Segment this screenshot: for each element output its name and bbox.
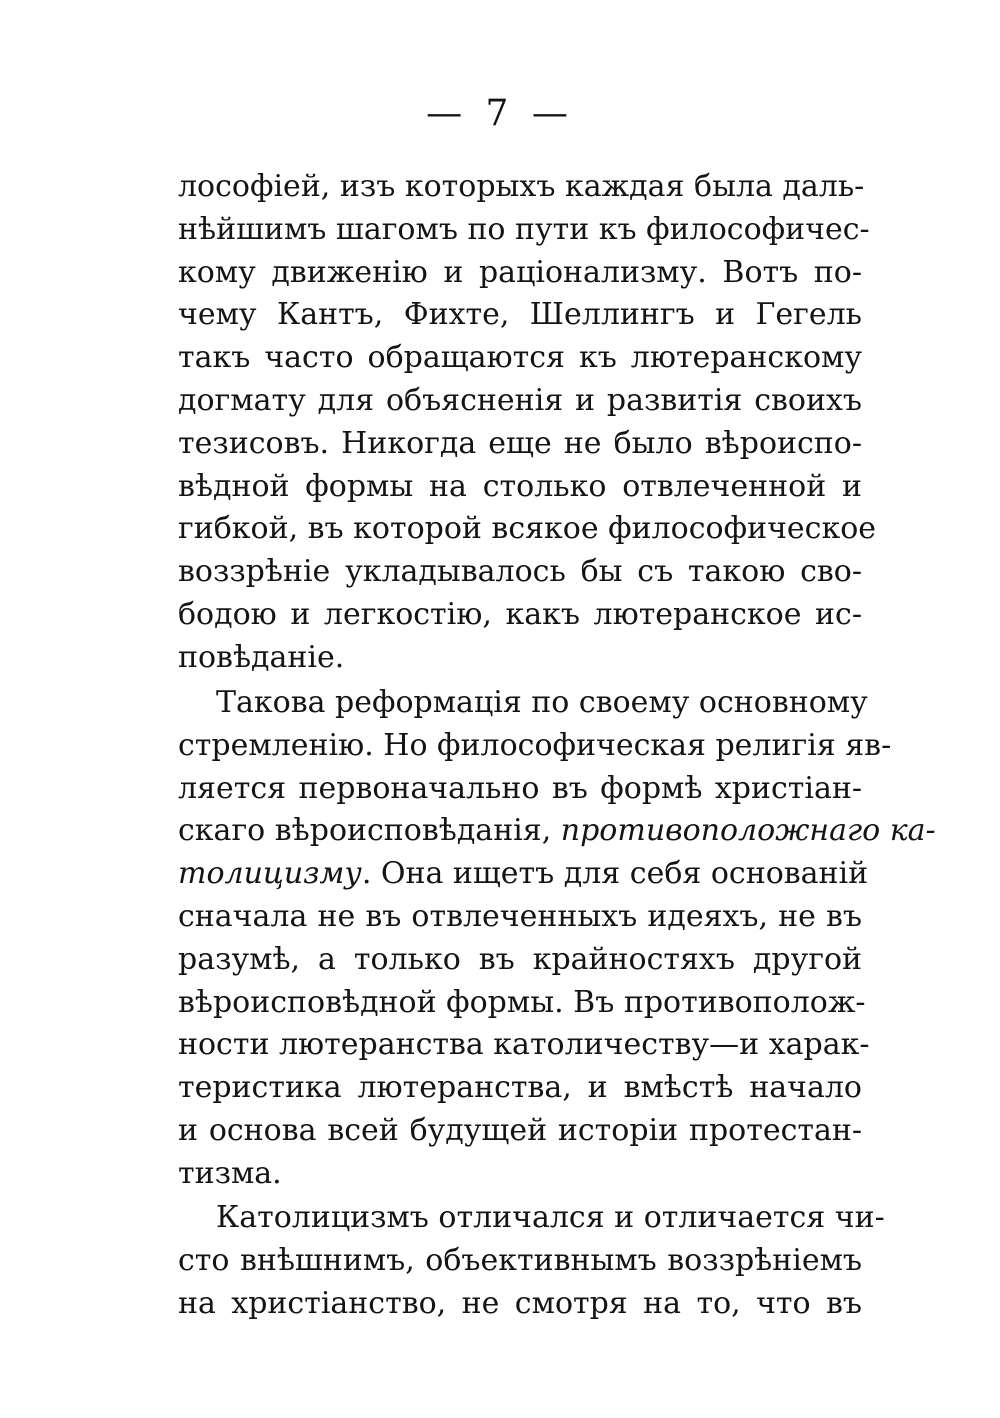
text-line: кому движенію и раціонализму. Вотъ по- <box>178 254 862 290</box>
text-line: гибкой, въ которой всякое философическое <box>178 511 877 547</box>
text-line: ляется первоначально въ формѣ христіан- <box>178 770 862 806</box>
italic-emphasis: противоположнаго ка- <box>560 813 936 849</box>
italic-emphasis: толицизму <box>178 856 362 892</box>
paragraph-1 <box>178 166 877 680</box>
text-line: догмату для объясненія и развитія своихъ <box>178 382 862 418</box>
text-span: . Она ищетъ для себя основаній <box>361 856 869 892</box>
text-line: повѣданіе. <box>178 639 345 675</box>
text-span: скаго вѣроисповѣданія, <box>178 813 561 849</box>
text-line: воззрѣніе укладывалось бы съ такою сво- <box>178 554 862 590</box>
text-line: разумѣ, а только въ крайностяхъ другой <box>178 941 862 977</box>
page-number: — 7 — <box>426 93 574 134</box>
text-line: вѣроисповѣдной формы. Въ противополож- <box>178 984 866 1020</box>
text-line: Такова реформація по своему основному <box>216 685 868 720</box>
text-line: тизма. <box>178 1155 282 1191</box>
text-line: ности лютеранства католичеству—и харак- <box>178 1027 870 1063</box>
text-line <box>178 853 869 896</box>
text-line: такъ часто обращаются къ лютеранскому <box>178 340 862 376</box>
text-line: лософіей, изъ которыхъ каждая была даль- <box>178 169 865 204</box>
text-line: нѣйшимъ шагомъ по пути къ философичес- <box>178 211 870 247</box>
text-line: чему Кантъ, Фихте, Шеллингъ и Гегель <box>178 297 862 333</box>
paragraph-3 <box>178 1197 885 1325</box>
text-line: сто внѣшнимъ, объективнымъ воззрѣніемъ <box>178 1242 862 1278</box>
paragraph-2 <box>178 682 936 1196</box>
text-line: вѣдной формы на столько отвлеченной и <box>178 468 862 504</box>
text-line: сначала не въ отвлеченныхъ идеяхъ, не въ <box>178 898 862 934</box>
text-line: и основа всей будущей исторіи протестан- <box>178 1112 862 1148</box>
text-line: на христіанство, не смотря на то, что въ <box>178 1285 862 1321</box>
text-line: Католицизмъ отличался и отличается чи- <box>216 1200 885 1235</box>
text-line <box>178 810 936 853</box>
text-line: бодою и легкостію, какъ лютеранское ис- <box>178 596 862 632</box>
text-line: теристика лютеранства, и вмѣстѣ начало <box>178 1070 862 1106</box>
text-line: стремленію. Но философическая религія яв- <box>178 727 892 763</box>
text-line: тезисовъ. Никогда еще не было вѣроиспо- <box>178 425 862 461</box>
